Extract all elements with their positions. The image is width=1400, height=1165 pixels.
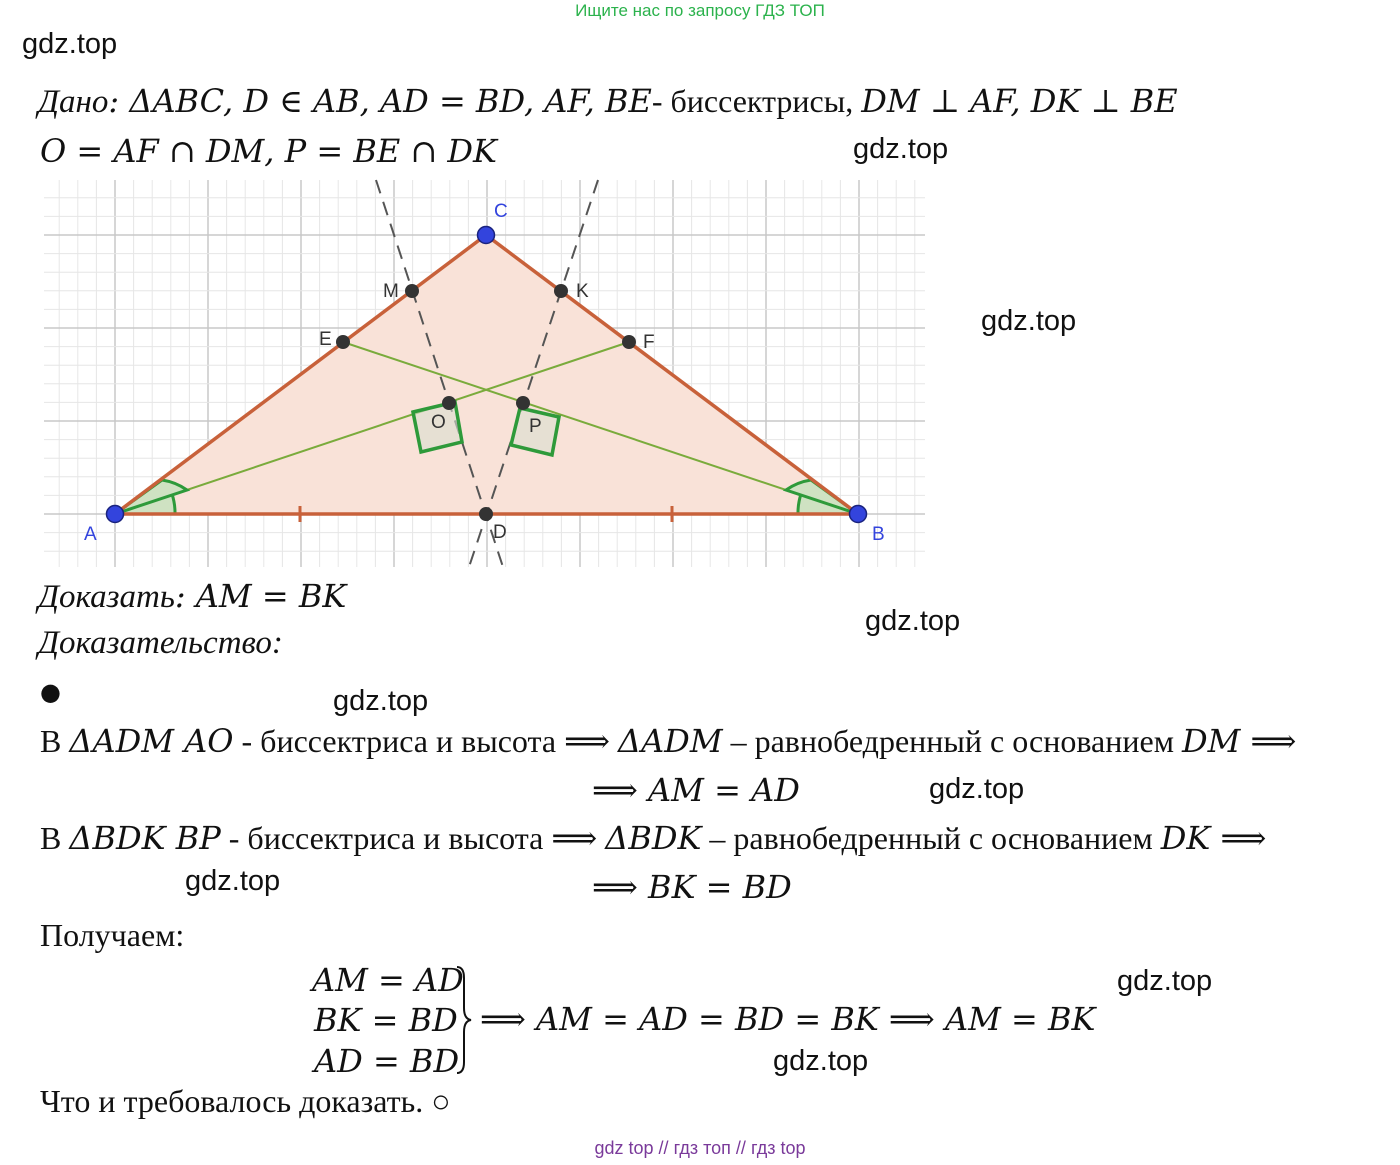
proof-line-1 (40, 722, 1296, 760)
text: - биссектриса и высота ⟹ (233, 723, 618, 759)
point-e (336, 335, 350, 349)
search-hint-link[interactable]: Ищите нас по запросу ГДЗ ТОП (575, 1, 825, 20)
math: ΔBDK (605, 819, 702, 857)
qed-line: Что и требовалось доказать. ○ (40, 1083, 451, 1119)
watermark: gdz.top (865, 605, 961, 637)
label-o: O (431, 412, 446, 433)
label-d: D (493, 522, 507, 543)
watermark: gdz.top (981, 305, 1077, 337)
footer-separator: // (735, 1138, 746, 1158)
label-p: P (529, 416, 542, 437)
vertex-a (107, 506, 124, 523)
label-m: M (383, 281, 399, 302)
watermark: gdz.top (333, 685, 429, 717)
label-a: A (84, 524, 97, 545)
text: В (40, 723, 70, 759)
given-line-2: O = AF ∩ DM, P = BE ∩ DK (40, 132, 497, 170)
proof-line-3 (40, 819, 1266, 857)
system-eq-1: AM = AD (312, 961, 464, 999)
system-eq-3: AD = BD (314, 1042, 460, 1080)
point-k (554, 284, 568, 298)
math: ΔADM AO (69, 722, 234, 760)
prove-label: Доказать (38, 579, 175, 615)
text: - биссектриса и высота ⟹ (220, 820, 606, 856)
proof-label: Доказательство: (38, 625, 283, 661)
given-math-1: : ΔABC, D ∈ AB, AD = BD, AF, BE (108, 82, 652, 120)
geometry-figure (0, 0, 1400, 580)
watermark: gdz.top (853, 133, 949, 165)
given-text-1: - биссектрисы, (651, 83, 862, 119)
footer-link[interactable]: gdz top (594, 1138, 654, 1158)
watermark: gdz.top (1117, 965, 1213, 997)
footer-link[interactable]: гдз топ (673, 1138, 731, 1158)
math: DK ⟹ (1160, 819, 1267, 857)
vertex-b (850, 506, 867, 523)
footer-link[interactable]: гдз top (750, 1138, 806, 1158)
text: – равнобедренный с основанием (701, 820, 1161, 856)
given-math-2: DM ⊥ AF, DK ⊥ BE (861, 82, 1178, 120)
system-eq-2: BK = BD (314, 1001, 458, 1039)
text: В (40, 820, 70, 856)
proof-line-2: ⟹ AM = AD (592, 771, 800, 809)
label-k: K (576, 281, 589, 302)
text: – равнобедренный с основанием (722, 723, 1182, 759)
point-m (405, 284, 419, 298)
math: ΔADM (617, 722, 723, 760)
get-label: Получаем: (40, 917, 185, 953)
conclusion: ⟹ AM = AD = BD = BK ⟹ AM = BK (480, 1000, 1096, 1038)
watermark: gdz.top (773, 1045, 869, 1077)
math: ΔBDK BP (69, 819, 221, 857)
right-brace (454, 964, 476, 1076)
bullet: ● (40, 678, 61, 706)
label-c: C (494, 201, 508, 222)
prove-line (38, 577, 346, 616)
point-f (622, 335, 636, 349)
watermark: gdz.top (929, 773, 1025, 805)
point-d (479, 507, 493, 521)
footer-separator: // (658, 1138, 669, 1158)
proof-line-4: ⟹ BK = BD (592, 868, 792, 906)
label-b: B (872, 524, 885, 545)
math: DM ⟹ (1181, 722, 1297, 760)
prove-math: : AM = BK (174, 577, 347, 615)
label-e: E (319, 329, 332, 350)
vertex-c (478, 227, 495, 244)
footer-links (0, 1138, 1400, 1159)
site-logo[interactable]: gdz.top (22, 28, 118, 60)
label-f: F (643, 332, 655, 353)
watermark: gdz.top (185, 865, 281, 897)
point-p (516, 396, 530, 410)
point-o (442, 396, 456, 410)
given-label: Дано (38, 84, 109, 120)
